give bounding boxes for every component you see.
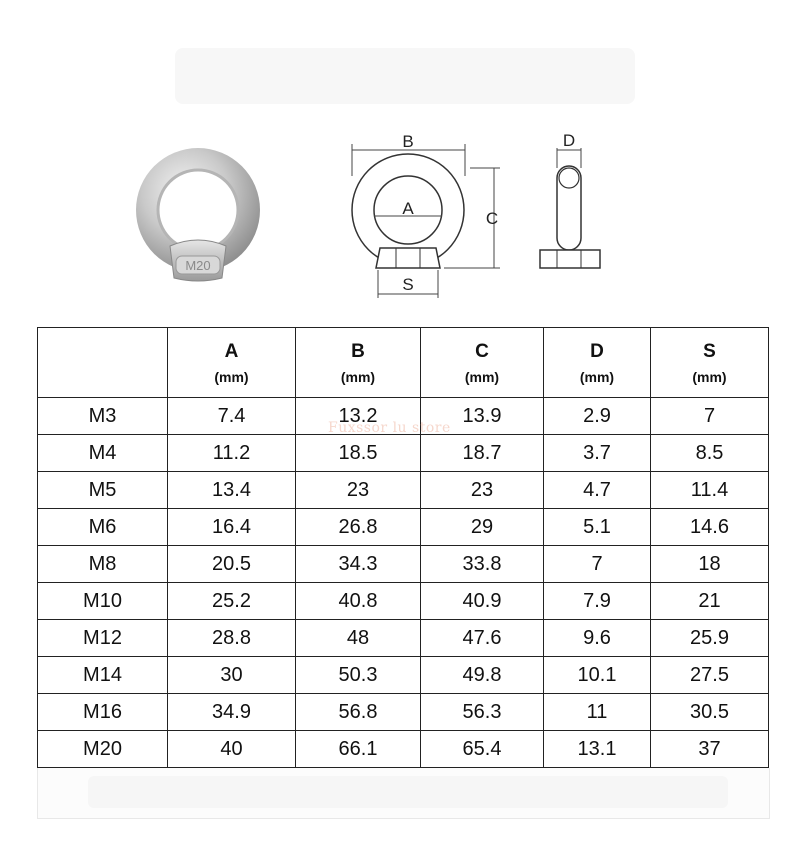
value-cell-s: 27.5 (651, 657, 769, 694)
value-cell-a: 28.8 (168, 620, 296, 657)
header-cell (421, 328, 544, 398)
value-cell-b: 23 (296, 472, 421, 509)
value-cell-c: 65.4 (421, 731, 544, 768)
column-unit: (mm) (579, 368, 615, 385)
value-cell-s: 11.4 (651, 472, 769, 509)
size-cell: M3 (38, 398, 168, 435)
header-cell (168, 328, 296, 398)
eye-nut-photo (118, 138, 278, 298)
value-cell-a: 40 (168, 731, 296, 768)
value-cell-a: 20.5 (168, 546, 296, 583)
value-cell-b: 66.1 (296, 731, 421, 768)
side-dimension-diagram (535, 128, 605, 278)
size-cell: M14 (38, 657, 168, 694)
table-row (38, 472, 769, 509)
nut-marking: M20 (185, 258, 211, 273)
value-cell-d: 7.9 (544, 583, 651, 620)
blurred-footer-content (88, 776, 728, 808)
value-cell-c: 23 (421, 472, 544, 509)
size-cell: M12 (38, 620, 168, 657)
size-cell: M6 (38, 509, 168, 546)
value-cell-c: 29 (421, 509, 544, 546)
value-cell-d: 10.1 (544, 657, 651, 694)
value-cell-d: 3.7 (544, 435, 651, 472)
column-letter: D (590, 340, 604, 362)
value-cell-d: 7 (544, 546, 651, 583)
size-cell: M5 (38, 472, 168, 509)
column-letter: C (475, 340, 489, 362)
value-cell-s: 18 (651, 546, 769, 583)
header-size-cell (38, 328, 168, 398)
table-row (38, 509, 769, 546)
value-cell-c: 33.8 (421, 546, 544, 583)
value-cell-d: 13.1 (544, 731, 651, 768)
size-cell: M4 (38, 435, 168, 472)
value-cell-s: 14.6 (651, 509, 769, 546)
value-cell-s: 8.5 (651, 435, 769, 472)
value-cell-d: 11 (544, 694, 651, 731)
size-cell: M20 (38, 731, 168, 768)
column-unit: (mm) (214, 368, 249, 385)
value-cell-s: 25.9 (651, 620, 769, 657)
value-cell-d: 5.1 (544, 509, 651, 546)
value-cell-c: 40.9 (421, 583, 544, 620)
value-cell-c: 47.6 (421, 620, 544, 657)
table-row (38, 546, 769, 583)
size-cell: M10 (38, 583, 168, 620)
front-dimension-diagram (340, 128, 515, 303)
value-cell-c: 56.3 (421, 694, 544, 731)
table-row (38, 583, 769, 620)
value-cell-c: 18.7 (421, 435, 544, 472)
value-cell-d: 4.7 (544, 472, 651, 509)
value-cell-b: 56.8 (296, 694, 421, 731)
value-cell-a: 7.4 (168, 398, 296, 435)
table-row (38, 657, 769, 694)
value-cell-b: 48 (296, 620, 421, 657)
dim-label-c: C (485, 209, 499, 228)
value-cell-c: 49.8 (421, 657, 544, 694)
size-cell: M16 (38, 694, 168, 731)
blurred-footer (37, 768, 770, 819)
value-cell-a: 16.4 (168, 509, 296, 546)
value-cell-a: 34.9 (168, 694, 296, 731)
dim-label-d: D (562, 131, 576, 150)
table-row (38, 435, 769, 472)
dim-label-s: S (402, 275, 414, 294)
value-cell-b: 18.5 (296, 435, 421, 472)
value-cell-a: 30 (168, 657, 296, 694)
header-cell (544, 328, 651, 398)
column-letter: A (224, 340, 239, 362)
table-row (38, 694, 769, 731)
watermark-text: Fuxssor lu store (328, 420, 451, 436)
dim-label-b: B (402, 132, 414, 151)
size-cell: M8 (38, 546, 168, 583)
value-cell-c: 13.9 (421, 398, 544, 435)
value-cell-d: 2.9 (544, 398, 651, 435)
table-header-row (38, 328, 769, 398)
table-row (38, 620, 769, 657)
header-cell (651, 328, 769, 398)
header-cell (296, 328, 421, 398)
value-cell-b: 34.3 (296, 546, 421, 583)
column-unit: (mm) (464, 368, 500, 385)
value-cell-s: 37 (651, 731, 769, 768)
value-cell-d: 9.6 (544, 620, 651, 657)
column-unit: (mm) (340, 368, 376, 385)
value-cell-b: 13.2 (296, 398, 421, 435)
value-cell-b: 50.3 (296, 657, 421, 694)
dim-label-a: A (402, 199, 414, 218)
table-row (38, 731, 769, 768)
value-cell-s: 7 (651, 398, 769, 435)
value-cell-b: 26.8 (296, 509, 421, 546)
column-unit: (mm) (692, 368, 727, 385)
spec-table (37, 327, 769, 768)
value-cell-a: 13.4 (168, 472, 296, 509)
blurred-banner (175, 48, 635, 104)
column-letter: S (703, 340, 716, 362)
value-cell-a: 25.2 (168, 583, 296, 620)
column-letter: B (351, 340, 365, 362)
value-cell-b: 40.8 (296, 583, 421, 620)
value-cell-s: 21 (651, 583, 769, 620)
value-cell-a: 11.2 (168, 435, 296, 472)
value-cell-s: 30.5 (651, 694, 769, 731)
